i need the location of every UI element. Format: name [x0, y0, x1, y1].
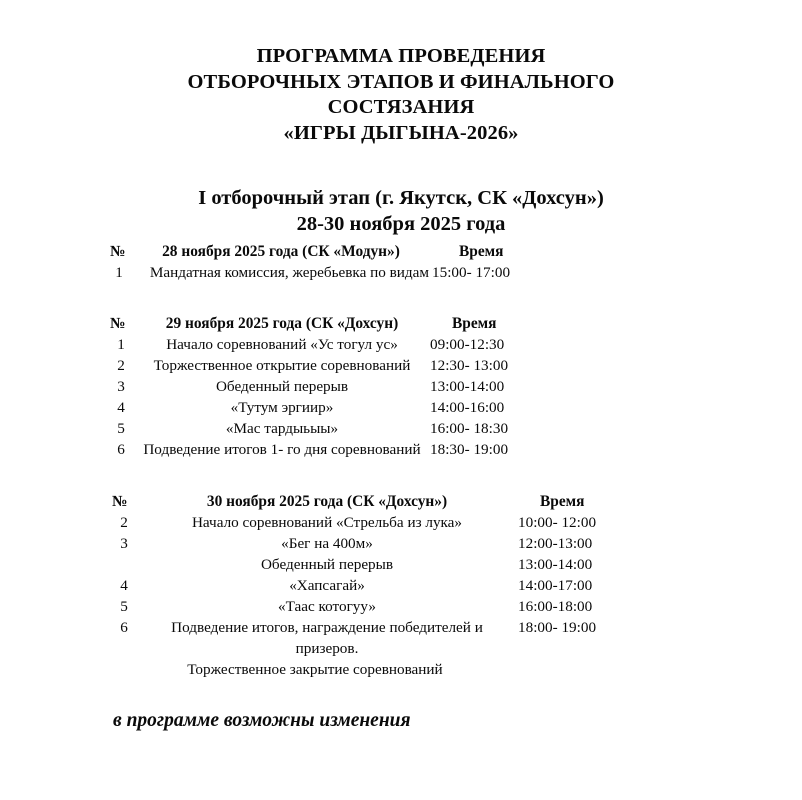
table-row [108, 439, 556, 460]
table-row [108, 355, 556, 376]
document-title [0, 44, 802, 146]
day3-row4-num: 5 [120, 598, 128, 615]
schedule-table-day1 [0, 241, 802, 283]
day3-row2-time: 13:00-14:00 [518, 556, 593, 573]
day2-header-time: Время [452, 315, 497, 332]
day3-row0-desc: Начало соревнований «Стрельба из лука» [191, 514, 463, 531]
footer-note: в программе возможны изменения [113, 710, 411, 731]
day2-row2-time: 13:00-14:00 [430, 378, 505, 395]
table-row [108, 418, 556, 439]
day3-row3-desc: «Хапсагай» [289, 577, 365, 594]
day2-row1-num: 2 [117, 357, 125, 374]
day2-row5-time: 18:30- 19:00 [430, 441, 509, 458]
day3-row2-desc: Обеденный перерыв [260, 556, 394, 573]
day3-row1-desc: «Бег на 400м» [281, 535, 373, 552]
day3-row1-time: 12:00-13:00 [518, 535, 593, 552]
day2-row1-time: 12:30- 13:00 [430, 357, 509, 374]
day2-table [108, 313, 556, 460]
day1-row0-desc: Мандатная комиссия, жеребьевка по видам [149, 264, 429, 281]
title-line-2: ОТБОРОЧНЫХ ЭТАПОВ И ФИНАЛЬНОГО [187, 70, 615, 93]
day2-header-row [108, 313, 556, 334]
day2-row4-desc: «Мас тардыьыы» [225, 420, 339, 437]
day2-row2-num: 3 [117, 378, 125, 395]
table-row [108, 262, 538, 283]
day3-header-desc: 30 ноября 2025 года (СК «Дохсун») [206, 493, 448, 510]
table-row [112, 617, 622, 659]
day3-table [112, 491, 622, 659]
day2-row4-num: 5 [117, 420, 125, 437]
stage-line-dates: 28-30 ноября 2025 года [296, 212, 506, 235]
day2-header-desc: 29 ноября 2025 года (СК «Дохсун) [165, 315, 399, 332]
day3-header-time: Время [540, 493, 585, 510]
day1-row0-time: 15:00- 17:00 [432, 264, 511, 281]
day1-table [108, 241, 538, 283]
day1-header-desc: 28 ноября 2025 года (СК «Модун») [162, 243, 400, 260]
day1-header-num: № [110, 243, 126, 260]
day3-row0-time: 10:00- 12:00 [518, 514, 597, 531]
day2-row5-desc: Подведение итогов 1- го дня соревнований [143, 441, 421, 458]
table-row [108, 334, 556, 355]
title-line-4: «ИГРЫ ДЫГЫНА-2026» [283, 121, 519, 144]
day3-row2-num [112, 554, 136, 575]
day2-row0-time: 09:00-12:30 [430, 336, 505, 353]
schedule-table-day2 [0, 313, 802, 460]
schedule-table-day3 [0, 491, 802, 680]
day2-row1-desc: Торжественное открытие соревнований [153, 357, 411, 374]
stage-line-venue: I отборочный этап (г. Якутск, СК «Дохсун») [198, 187, 604, 209]
day2-row2-desc: Обеденный перерыв [215, 378, 349, 395]
day3-closing-ceremony: Торжественное закрытие соревнований [187, 661, 443, 678]
day2-row5-num: 6 [117, 441, 125, 458]
day3-row4-time: 16:00-18:00 [518, 598, 593, 615]
day3-tail-wrap [112, 659, 622, 680]
day3-row5-num: 6 [120, 619, 128, 636]
day3-row4-desc: «Таас котогуу» [278, 598, 376, 615]
day2-header-num: № [110, 315, 126, 332]
day2-row0-desc: Начало соревнований «Ус тогул ус» [166, 336, 398, 353]
table-row [112, 554, 622, 575]
day3-row0-num: 2 [120, 514, 128, 531]
day1-header-row [108, 241, 538, 262]
day1-header-time: Время [459, 243, 504, 260]
day3-header-num: № [112, 493, 128, 510]
day3-row5-desc: Подведение итогов, награждение победителей и призеров. [171, 619, 483, 657]
table-row [112, 512, 622, 533]
day1-row0-num: 1 [115, 264, 123, 281]
day3-row5-time: 18:00- 19:00 [518, 619, 597, 636]
table-row [108, 397, 556, 418]
day3-row3-num: 4 [120, 577, 128, 594]
day3-row3-time: 14:00-17:00 [518, 577, 593, 594]
table-row [112, 596, 622, 617]
day3-row1-num: 3 [120, 535, 128, 552]
day2-row3-time: 14:00-16:00 [430, 399, 505, 416]
title-line-3: СОСТЯЗАНИЯ [327, 96, 475, 118]
table-row [112, 533, 622, 554]
table-row [108, 376, 556, 397]
day2-row3-num: 4 [117, 399, 125, 416]
table-row [112, 575, 622, 596]
stage-heading [0, 186, 802, 237]
day3-header-row [112, 491, 622, 512]
day2-row0-num: 1 [117, 336, 125, 353]
title-line-1: ПРОГРАММА ПРОВЕДЕНИЯ [256, 45, 546, 67]
day2-row4-time: 16:00- 18:30 [430, 420, 509, 437]
day2-row3-desc: «Тутум эргиир» [230, 399, 334, 416]
